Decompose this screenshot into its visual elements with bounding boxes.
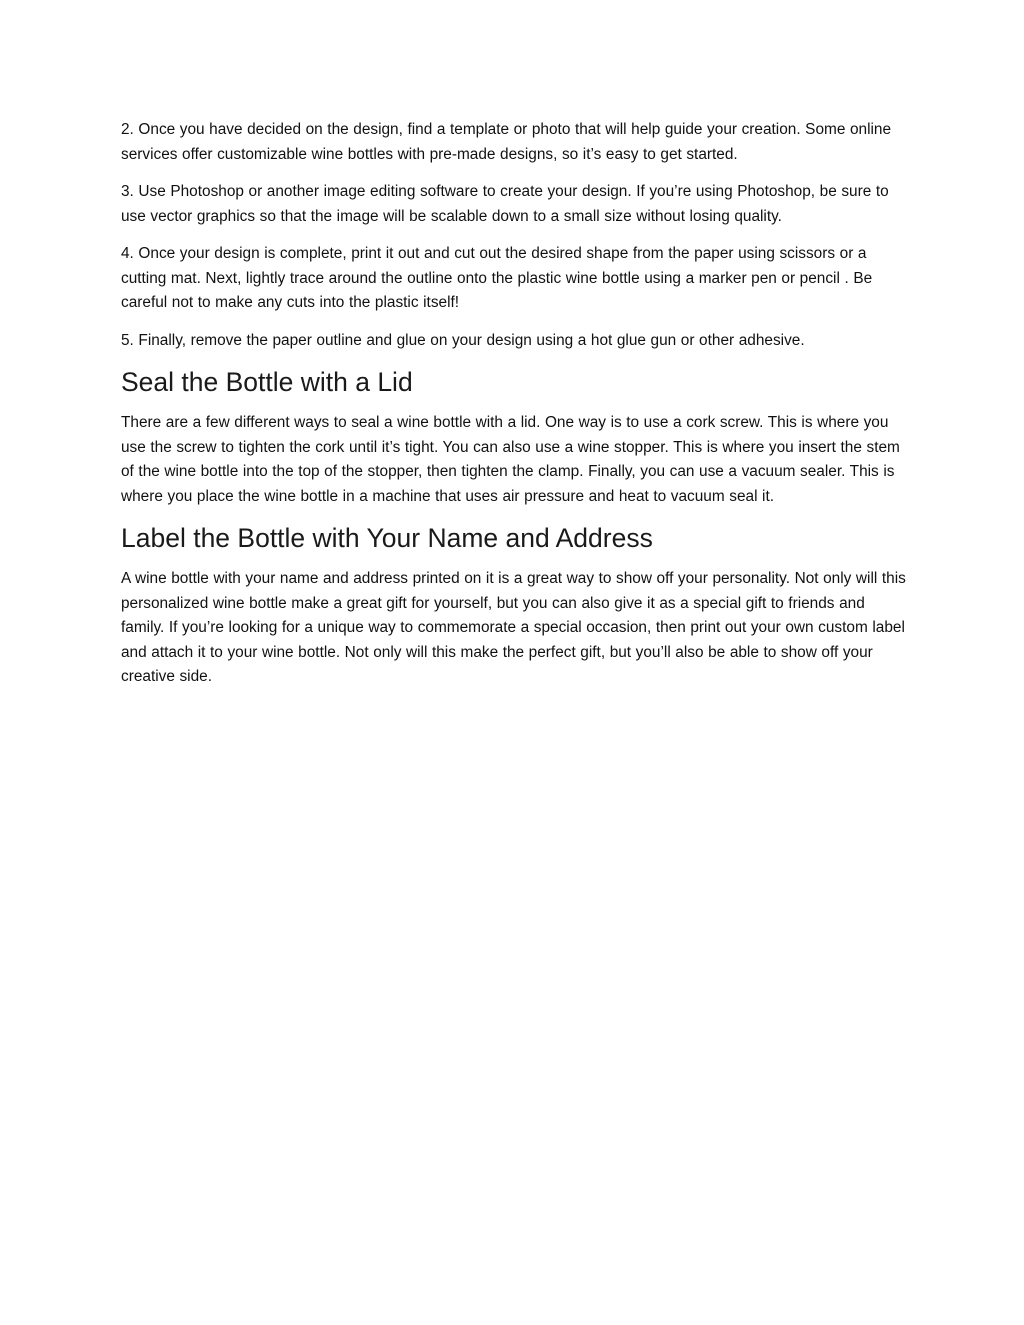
step-paragraph-4: 4. Once your design is complete, print it out and cut out the desired shape from the paper using scissors or a cutting mat. Next, lightly trace around the outline onto the plastic wine bottle using a marker pen or pencil . Be careful not to make any cuts into the plastic itself! bbox=[121, 245, 873, 311]
section-heading-seal: Seal the Bottle with a Lid bbox=[121, 367, 413, 397]
step-paragraph-3: 3. Use Photoshop or another image editing software to create your design. If you’re using Photoshop, be sure to use vector graphics so that the image will be scalable down to a small size without losing quality. bbox=[121, 183, 889, 225]
document-content bbox=[121, 118, 907, 703]
step-paragraph-2: 2. Once you have decided on the design, find a template or photo that will help guide your creation. Some online services offer customizable wine bottles with pre-made designs, so it’s easy to get started. bbox=[121, 121, 892, 163]
section-body-label: A wine bottle with your name and address printed on it is a great way to show off your personality. Not only will this personalized wine bottle make a great gift for yourself, but you can also give it as a special gift to friends and family. If you’re looking for a unique way to commemorate a special occasion, then print out your own custom label and attach it to your wine bottle. Not only will this make the perfect gift, but you’ll also be able to show off your creative side. bbox=[121, 570, 906, 685]
section-body-seal: There are a few different ways to seal a wine bottle with a lid. One way is to use a cork screw. This is where you use the screw to tighten the cork until it’s tight. You can also use a wine stopper. This is where you insert the stem of the wine bottle into the top of the stopper, then tighten the clamp. Finally, you can use a vacuum sealer. This is where you place the wine bottle in a machine that uses air pressure and heat to vacuum seal it. bbox=[121, 414, 900, 505]
section-heading-label: Label the Bottle with Your Name and Address bbox=[121, 523, 653, 553]
step-paragraph-5: 5. Finally, remove the paper outline and glue on your design using a hot glue gun or other adhesive. bbox=[121, 331, 805, 349]
